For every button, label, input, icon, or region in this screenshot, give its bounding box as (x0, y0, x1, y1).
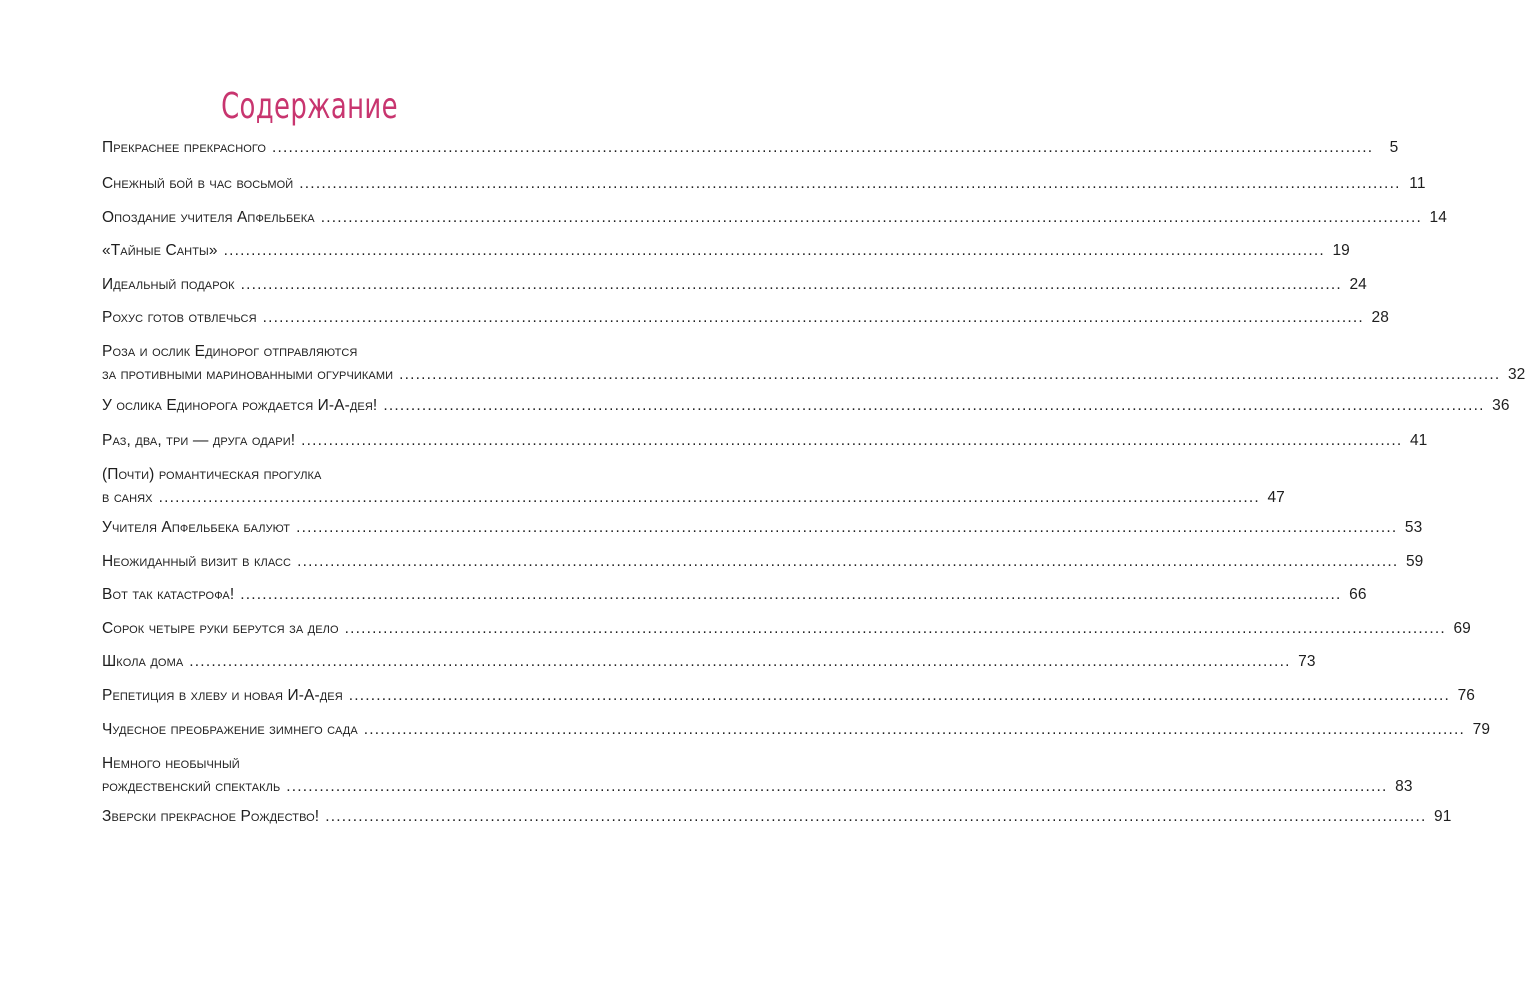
page-title: Содержание (221, 86, 398, 127)
dot-leader: ........................................................................................................................................................................................................ (363, 721, 1466, 738)
toc-entry (102, 619, 1471, 639)
toc-entry (102, 275, 1367, 295)
toc-entry-title: (Почти) романтическая прогулка (102, 466, 322, 483)
dot-leader: ........................................................................................................................................................................................................ (240, 586, 1342, 603)
dot-leader: ........................................................................................................................................................................................................ (189, 653, 1291, 670)
toc-entry-title: Раз, два, три — друга одари! (102, 432, 296, 449)
toc-entry (102, 465, 1285, 508)
toc-entry (102, 807, 1452, 827)
dot-leader: ........................................................................................................................................................................................................ (399, 366, 1501, 383)
toc-page-number: 76 (1457, 687, 1476, 704)
toc-entry-title: Зверски прекрасное Рождество! (102, 808, 320, 825)
toc-entry (102, 518, 1423, 538)
toc-entry-title: Роза и ослик Единорог отправляются (102, 343, 358, 360)
dot-leader: ........................................................................................................................................................................................................ (325, 808, 1427, 825)
dot-leader: ........................................................................................................................................................................................................ (262, 309, 1364, 326)
toc-entry-title: Учителя Апфельбека балуют (102, 519, 291, 536)
toc-page-number: 11 (1409, 175, 1426, 192)
toc-entry (102, 308, 1389, 328)
toc-entry (102, 342, 1525, 385)
toc-page-number: 32 (1507, 366, 1525, 383)
toc-page-number: 91 (1434, 808, 1452, 825)
toc-entry-title: Неожиданный визит в класс (102, 553, 292, 570)
toc-entry-title: за противными маринованными огурчиками (102, 366, 394, 383)
toc-entry (102, 686, 1476, 706)
toc-entry (102, 754, 1413, 797)
toc-entry-title: «Тайные Санты» (102, 242, 218, 259)
toc-entry (102, 431, 1428, 451)
toc-entry-title: Опоздание учителя Апфельбека (102, 209, 315, 226)
toc-entry (102, 241, 1350, 261)
toc-page-number: 83 (1395, 778, 1413, 795)
toc-page-number: 73 (1298, 653, 1316, 670)
toc-page-number: 69 (1453, 620, 1471, 637)
toc-entry-title: Вот так катастрофа! (102, 586, 235, 603)
dot-leader: ........................................................................................................................................................................................................ (344, 620, 1446, 637)
dot-leader: ........................................................................................................................................................................................................ (299, 175, 1401, 192)
toc-entry-title: Снежный бой в час восьмой (102, 175, 294, 192)
toc-entry-title: Школа дома (102, 653, 184, 670)
dot-leader: ........................................................................................................................................................................................................ (320, 209, 1422, 226)
toc-page-number: 5 (1389, 139, 1399, 156)
dot-leader: ........................................................................................................................................................................................................ (296, 519, 1398, 536)
toc-page-number: 47 (1267, 489, 1285, 506)
toc-entry (102, 585, 1367, 605)
toc-entry (102, 652, 1316, 672)
toc-page-number: 28 (1371, 309, 1389, 326)
toc-page-number: 79 (1472, 721, 1491, 738)
dot-leader: ........................................................................................................................................................................................................ (272, 139, 1374, 156)
toc-entry-title: Репетиция в хлеву и новая И-А-дея (102, 687, 343, 704)
toc-page-number: 14 (1429, 209, 1447, 226)
toc-entry-title: Прекраснее прекрасного (102, 139, 267, 156)
toc-entry (102, 138, 1399, 158)
toc-entry (102, 720, 1491, 740)
toc-entry (102, 174, 1426, 194)
toc-entry-title: Идеальный подарок (102, 276, 235, 293)
toc-entry-title: У ослика Единорога рождается И-А-дея! (102, 397, 378, 414)
dot-leader: ........................................................................................................................................................................................................ (240, 276, 1342, 293)
toc-entry-title: в санях (102, 489, 153, 506)
toc-entry-title: рождественский спектакль (102, 778, 281, 795)
dot-leader: ........................................................................................................................................................................................................ (301, 432, 1403, 449)
toc-page-number: 36 (1492, 397, 1510, 414)
toc-entry-title: Немного необычный (102, 755, 240, 772)
toc-entry (102, 208, 1447, 228)
toc-page-number: 53 (1404, 519, 1423, 536)
dot-leader: ........................................................................................................................................................................................................ (286, 778, 1388, 795)
toc-entry (102, 396, 1510, 416)
toc-page-number: 19 (1332, 242, 1350, 259)
dot-leader: ........................................................................................................................................................................................................ (383, 397, 1485, 414)
toc-page-number: 24 (1349, 276, 1367, 293)
dot-leader: ........................................................................................................................................................................................................ (297, 553, 1399, 570)
toc-entry-title: Рохус готов отвлечься (102, 309, 257, 326)
toc-page-number: 66 (1349, 586, 1367, 603)
toc-page-number: 59 (1405, 553, 1424, 570)
dot-leader: ........................................................................................................................................................................................................ (348, 687, 1451, 704)
toc-entry (102, 552, 1424, 572)
toc-entry-title: Чудесное преображение зимнего сада (102, 721, 358, 738)
toc-entry-title: Сорок четыре руки берутся за дело (102, 620, 339, 637)
dot-leader: ........................................................................................................................................................................................................ (158, 489, 1260, 506)
toc-page-number: 41 (1409, 432, 1428, 449)
dot-leader: ........................................................................................................................................................................................................ (223, 242, 1325, 259)
